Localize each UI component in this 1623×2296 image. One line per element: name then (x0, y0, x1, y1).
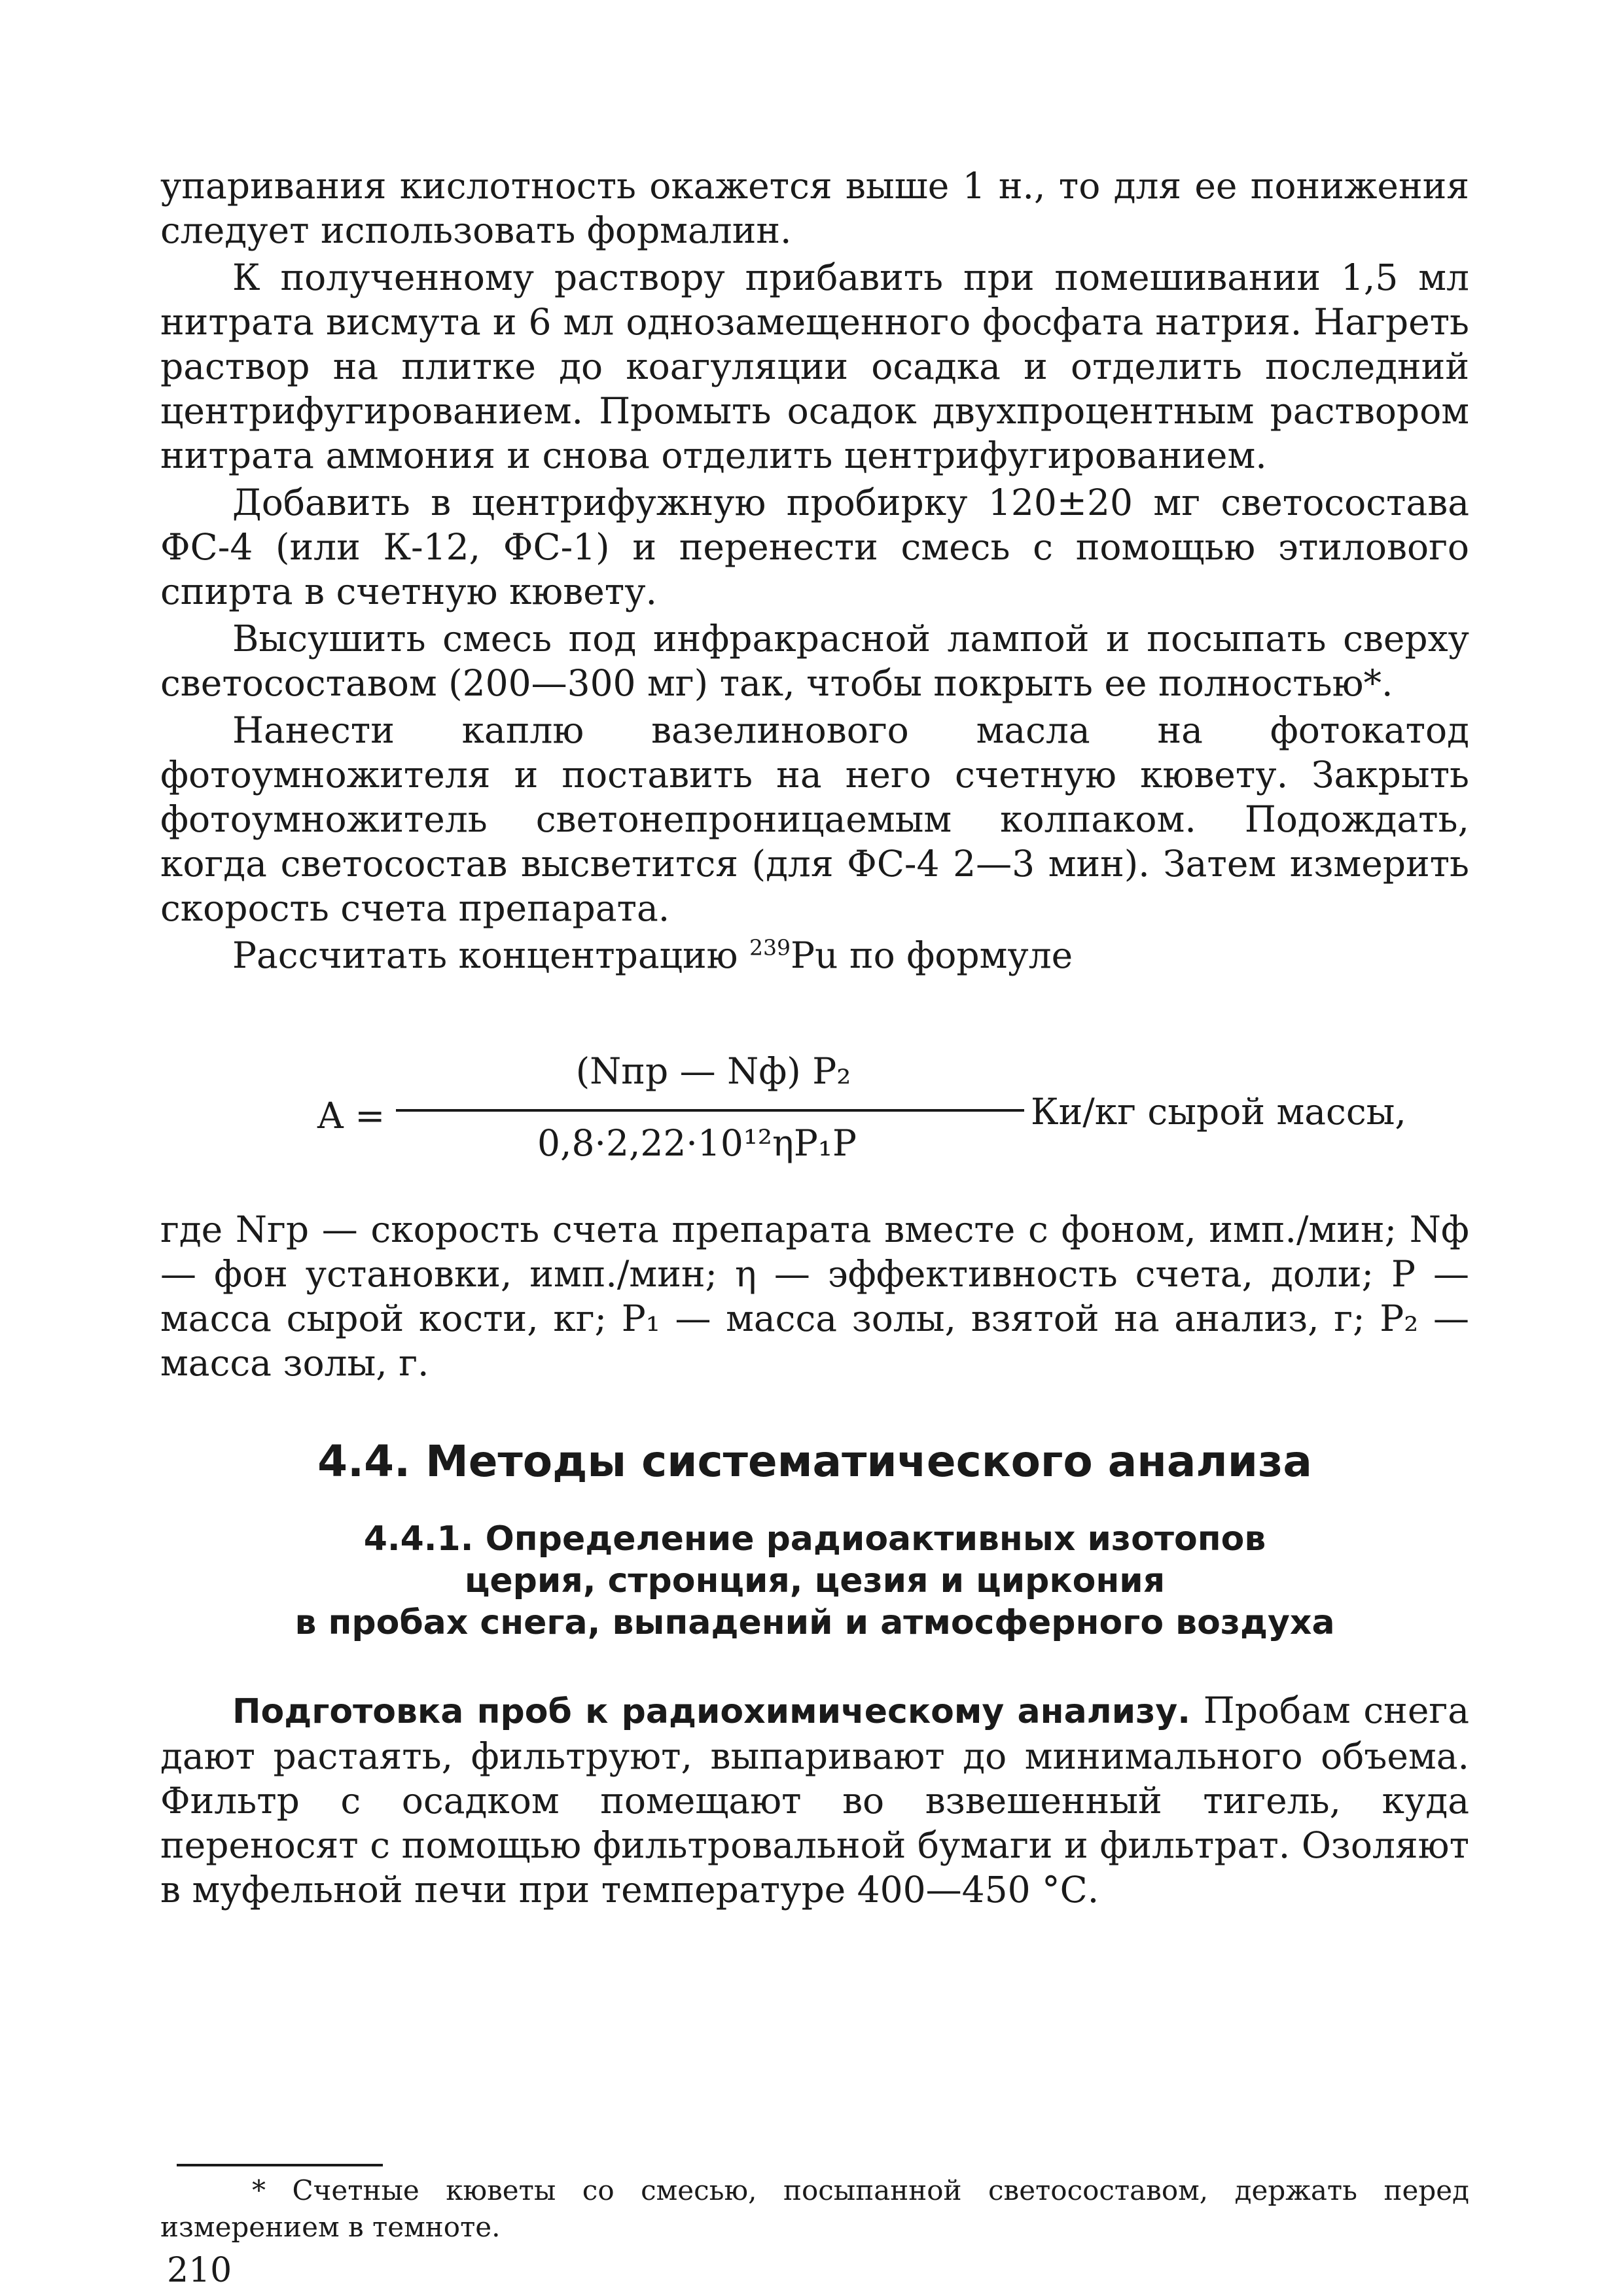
subsection-heading-line-3: в пробах снега, выпадений и атмосферного воздуха (294, 1603, 1335, 1642)
fraction-bar (396, 1109, 1024, 1112)
paragraph-5: Нанести каплю вазелинового масла на фотокатод фотоумножителя и поставить на него счетную кювету. Закрыть фотоумножитель светонепроницаемым колпаком. Подождать, когда светосостав высветится (для ФС-4 2—3 мин). Затем измерить скорость счета препарата. (160, 709, 1469, 929)
footnote: * Счетные кюветы со смесью, посыпанной светосоставом, держать перед измерением в темноте. (160, 2174, 1469, 2243)
sample-prep-runin-heading: Подготовка проб к радиохимическому анализу. (232, 1692, 1191, 1731)
subsection-heading-line-2: церия, стронция, цезия и циркония (464, 1561, 1166, 1600)
formula-lhs: A = (317, 1095, 385, 1137)
subsection-heading-line-1: 4.4.1. Определение радиоактивных изотопов (363, 1519, 1266, 1559)
formula-denominator: 0,8·2,22·10¹²ηP₁P (537, 1122, 857, 1164)
paragraph-3: Добавить в центрифужную пробирку 120±20 мг светосостава ФС-4 (или К-12, ФС-1) и перенести смесь с помощью этилового спирта в счетную кювету. (160, 482, 1469, 612)
concentration-formula (160, 1050, 1469, 1191)
paragraph-2: К полученному раствору прибавить при помешивании 1,5 мл нитрата висмута и 6 мл однозамещенного фосфата натрия. Нагреть раствор на плитке до коагуляции осадка и отделить последний центрифугированием. Промыть осадок двухпроцентным раствором нитрата аммония и снова отделить центрифугированием. (160, 256, 1469, 476)
subsection-heading (160, 1518, 1469, 1644)
footnote-rule (177, 2164, 383, 2166)
page-number: 210 (167, 2251, 232, 2290)
calc-before: Рассчитать концентрацию (232, 934, 750, 976)
paragraph-4: Высушить смесь под инфракрасной лампой и посыпать сверху светосоставом (200—300 мг) так, чтобы покрыть ее полностью*. (160, 618, 1469, 704)
body-text-top (160, 164, 1469, 978)
sample-prep-text (160, 1688, 1469, 1912)
sample-prep-body: Пробам снега дают растаять, фильтруют, выпаривают до минимального объема. Фильтр с осадком помещают во взвешенный тигель, куда переносят с помощью фильтровальной бумаги и фильтрат. Озоляют в муфельной печи при температуре 400—450 °С. (160, 1689, 1469, 1911)
paragraph-1: упаривания кислотность окажется выше 1 н., то для ее понижения следует использовать формалин. (160, 165, 1469, 251)
formula-unit: Ки/кг сырой массы, (1031, 1091, 1406, 1133)
formula-numerator: (Nпр — Nф) P₂ (575, 1050, 851, 1092)
definitions-text: где Nгр — скорость счета препарата вместе с фоном, имп./мин; Nф — фон установки, имп./мин; η — эффективность счета, доли; P — масса сырой кости, кг; P₁ — масса золы, взятой на анализ, г; P₂ — масса золы, г. (160, 1209, 1469, 1384)
paragraph-calc (160, 933, 1469, 978)
section-heading: 4.4. Методы систематического анализа (317, 1436, 1312, 1487)
sample-prep-paragraph (160, 1688, 1469, 1912)
calc-after: по формуле (838, 934, 1073, 976)
isotope-mass-number: 239 (749, 934, 791, 961)
isotope-symbol: Pu (791, 934, 838, 976)
variable-definitions (160, 1207, 1469, 1385)
